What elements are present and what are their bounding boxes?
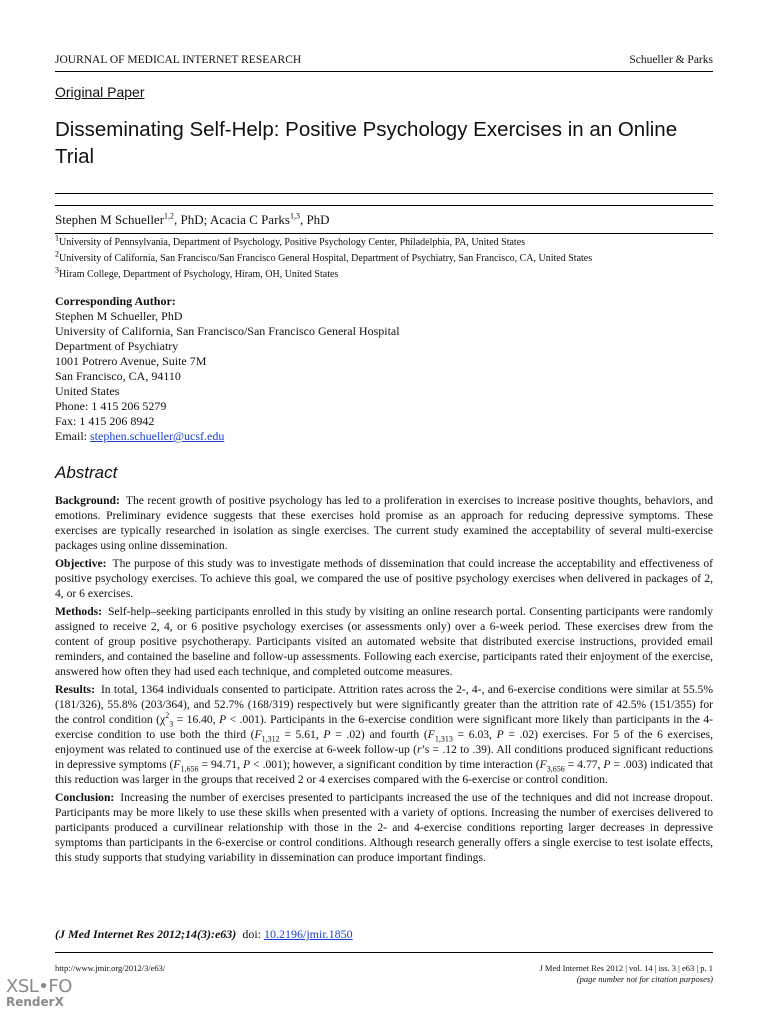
- abstract-heading: Abstract: [55, 463, 118, 482]
- footer-issue: [540, 963, 714, 985]
- results-text: = .02) exercises. For 5 of the 6 exercises, enjoyment was related to continued use of the exercise at 6-week follow-up (: [55, 728, 714, 756]
- methods-text: Self-help–seeking participants enrolled in this study by visiting an online research portal. Consenting participants were randomly assigned to receive 2, 4, or 6 positive psychology exercises (or assessments only) over a 6-week period. These exercises drew from the content of group positive psychotherapy. Participants visited an automated website that distributed exercise instructions, provided email reminders, and contained the baseline and follow-up assessments. Following each exercise, participants rated their enjoyment of the exercise, answered how often they had used each technique, and completed outcome measures.: [55, 605, 713, 678]
- results-italic: F: [427, 728, 435, 741]
- abstract-background: [55, 493, 713, 553]
- header-rule: [55, 71, 713, 72]
- objective-label: Objective:: [55, 557, 107, 570]
- results-text: < .001). Participants in the 6-exercise condition were significant more likely than participants in the 4-exercise condition to use both the third (: [55, 713, 714, 741]
- affiliation-item: [55, 235, 592, 251]
- corresponding-line: San Francisco, CA, 94110: [55, 369, 181, 383]
- corresponding-line: Stephen M Schueller, PhD: [55, 309, 183, 323]
- corresponding-line: Department of Psychiatry: [55, 339, 179, 353]
- results-text: = 94.71,: [198, 758, 243, 771]
- author-degree: , PhD;: [174, 212, 210, 227]
- results-italic: P: [496, 728, 504, 741]
- renderer-logo: [6, 976, 72, 1009]
- results-text: = .02) and fourth (: [330, 728, 428, 741]
- results-sub: 1,313: [434, 734, 453, 744]
- author-degree: , PhD: [299, 212, 330, 227]
- results-sub: 1,656: [180, 764, 199, 774]
- results-italic: P: [242, 758, 251, 771]
- section-label: Original Paper: [55, 84, 145, 100]
- results-italic: F: [254, 728, 262, 741]
- footer-note: (page number not for citation purposes): [576, 974, 713, 984]
- corresponding-author: [55, 294, 400, 444]
- results-italic: P: [323, 728, 331, 741]
- results-italic: P: [219, 713, 227, 726]
- abstract-body: [55, 493, 713, 868]
- results-text: = 16.40,: [173, 713, 220, 726]
- corresponding-line: United States: [55, 384, 120, 398]
- abstract-conclusion: [55, 790, 713, 865]
- title-rule-bottom: [55, 205, 713, 206]
- authors-rule: [55, 233, 713, 234]
- results-text: = 5.61,: [279, 728, 324, 741]
- methods-label: Methods:: [55, 605, 103, 618]
- article-title: Disseminating Self-Help: Positive Psychology Exercises in an Online Trial: [55, 118, 678, 168]
- footer-url: http://www.jmir.org/2012/3/e63/: [55, 963, 166, 973]
- title-rule-top: [55, 193, 713, 194]
- results-sub: 1,312: [261, 734, 280, 744]
- background-label: Background:: [55, 494, 120, 507]
- results-sub: 3: [169, 719, 174, 729]
- results-label: Results:: [55, 683, 95, 696]
- citation: [55, 927, 353, 942]
- running-header: [55, 54, 713, 66]
- results-text: = 6.03,: [452, 728, 497, 741]
- results-text: ’s = .12 to .39). All conditions produced significant reductions in depressive symptoms (: [55, 743, 713, 771]
- author-name: Acacia C Parks: [209, 212, 290, 227]
- abstract-methods: [55, 604, 713, 679]
- affiliation-list: [55, 235, 592, 283]
- affiliation-item: [55, 267, 592, 283]
- running-authors: Schueller & Parks: [629, 54, 713, 66]
- objective-text: The purpose of this study was to investigate methods of dissemination that could increase the acceptability and effectiveness of positive psychology exercises. To achieve this goal, we compared the use of positive psychology exercises when delivered in packages of 2, 4, or 6 exercises.: [55, 557, 713, 600]
- author-affil-sup: 1,2: [164, 211, 175, 221]
- results-italic: F: [539, 758, 547, 771]
- doi-link[interactable]: 10.2196/jmir.1850: [263, 927, 353, 941]
- abstract-results: [55, 682, 713, 787]
- citation-ref: (J Med Internet Res 2012;14(3):e63): [55, 927, 237, 941]
- results-italic: r: [417, 743, 422, 756]
- abstract-objective: [55, 556, 713, 601]
- results-sub: 3,656: [546, 764, 565, 774]
- results-text: < .001); however, a significant condition by time interaction (: [250, 758, 540, 771]
- affiliation-item: [55, 251, 592, 267]
- doi-label: doi:: [242, 927, 261, 941]
- background-text: The recent growth of positive psychology has led to a proliferation in exercises to increase positive thoughts, behaviors, and emotions. Preliminary evidence suggests that these exercises hold promise as an approach for reducing depressive symptoms. These exercises are typically researched in isolation as single exercises. The current study examined the acceptability of several multi-exercise packages using online dissemination.: [55, 494, 713, 552]
- corresponding-label: Corresponding Author:: [55, 294, 176, 308]
- results-text: = 4.77,: [564, 758, 604, 771]
- logo-top-text: XSL•FO: [6, 976, 72, 997]
- affiliation-text: University of California, San Francisco/San Francisco General Hospital, Department of Psychiatry, San Francisco, CA, United States: [59, 253, 593, 264]
- email-link[interactable]: stephen.schueller@ucsf.edu: [90, 429, 225, 443]
- affiliation-number: 3: [55, 265, 59, 275]
- affiliation-text: University of Pennsylvania, Department of Psychology, Positive Psychology Center, Philadelphia, PA, United States: [59, 237, 526, 248]
- corresponding-line: Phone: 1 415 206 5279: [55, 399, 167, 413]
- footer-rule: [55, 952, 713, 953]
- logo-bottom-text: RenderX: [6, 995, 64, 1009]
- conclusion-label: Conclusion:: [55, 791, 115, 804]
- results-sup: 2: [165, 711, 170, 721]
- affiliation-text: Hiram College, Department of Psychology, Hiram, OH, United States: [59, 269, 339, 280]
- footer-issue-text: J Med Internet Res 2012 | vol. 14 | iss. 3 | e63 | p. 1: [539, 963, 713, 973]
- journal-name: JOURNAL OF MEDICAL INTERNET RESEARCH: [55, 54, 302, 66]
- corresponding-line: University of California, San Francisco/San Francisco General Hospital: [55, 324, 400, 338]
- email-label: Email:: [55, 429, 90, 443]
- conclusion-text: Increasing the number of exercises presented to participants increased the use of the techniques and did not increase dropout. Participants may be more likely to use these skills when presented with a variety of options. Increasing the number of exercises delivered to participants produced a curvilinear relationship with those in the 2- and 4-exercise conditions reporting larger decreases in depressive symptoms than participants in the 6-exercise or control conditions. Although research generally offers a single exercise to test isolate effects, this study supports that studying variability in dissemination can produce important findings.: [55, 791, 713, 864]
- email-row: [55, 429, 400, 444]
- results-italic: F: [173, 758, 181, 771]
- affiliation-number: 2: [55, 249, 59, 259]
- results-text: = .003) indicated that this reduction was larger in the groups that received 2 or 4 exercises compared with the 6-exercise or control condition.: [55, 758, 713, 786]
- author-affil-sup: 1,3: [289, 211, 300, 221]
- author-list: [55, 212, 330, 228]
- author-name: Stephen M Schueller: [55, 212, 165, 227]
- affiliation-number: 1: [55, 233, 59, 243]
- corresponding-line: 1001 Potrero Avenue, Suite 7M: [55, 354, 207, 368]
- results-italic: P: [603, 758, 611, 771]
- corresponding-line: Fax: 1 415 206 8942: [55, 414, 155, 428]
- results-text: In total, 1364 individuals consented to participate. Attrition rates across the 2-, 4-, and 6-exercise conditions were similar at 55.5% (181/326), 55.8% (203/364), and 52.7% (168/319) respectively but were significantly greater than the attrition rate of 42.5% (151/355) for the control condition (χ: [55, 683, 713, 726]
